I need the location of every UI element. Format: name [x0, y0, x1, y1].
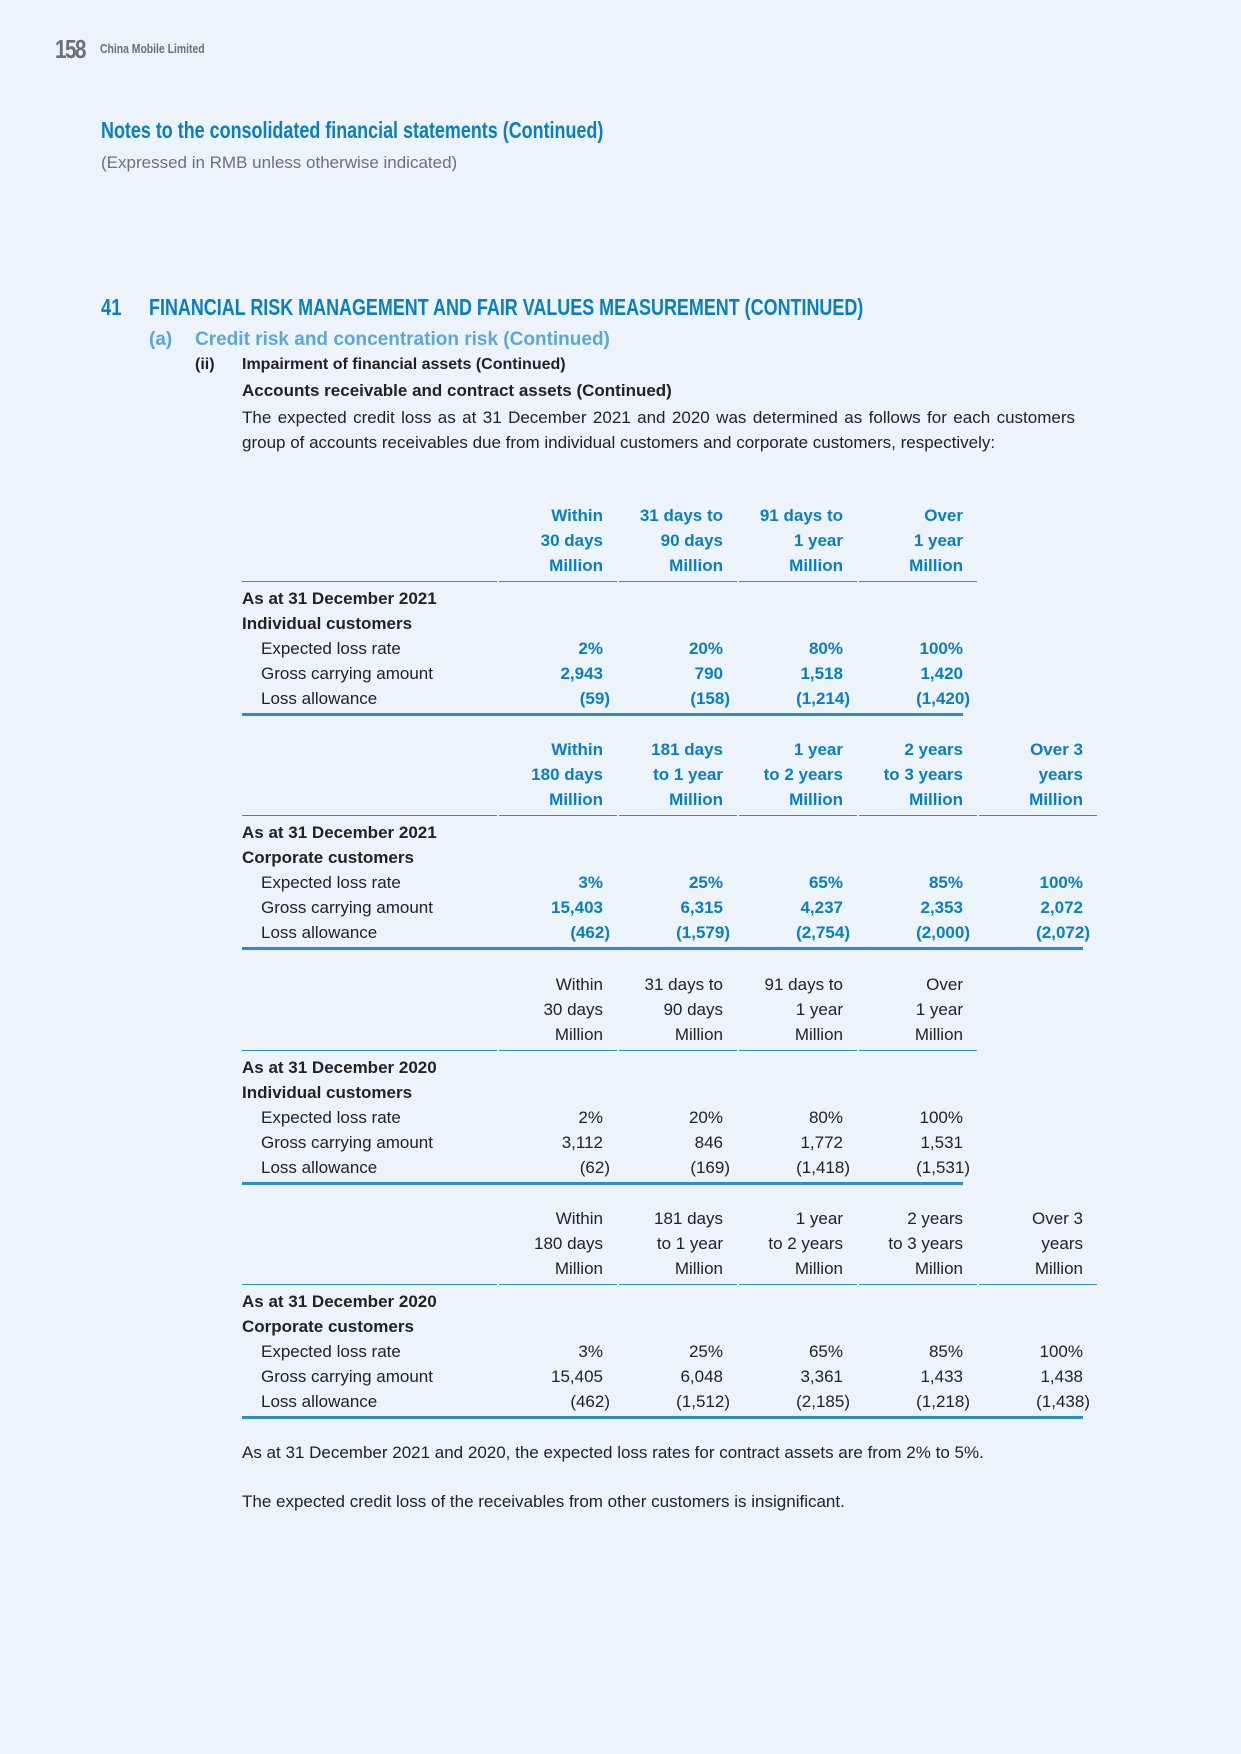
cell-value: 15,405 — [551, 1367, 603, 1386]
table-row — [242, 686, 977, 711]
table-row — [242, 1389, 1097, 1414]
table-cell — [859, 1389, 977, 1414]
table-cell — [619, 1130, 737, 1155]
column-header: Million — [789, 556, 843, 575]
header-spacer — [242, 1206, 497, 1231]
cell-value: (158) — [690, 689, 730, 708]
cell-value: 85% — [928, 873, 963, 892]
underline-segment — [242, 1050, 497, 1051]
cell-value: 25% — [688, 873, 723, 892]
table-cell — [859, 1339, 977, 1364]
table-header-row — [242, 737, 1097, 762]
cell-value: (1,438) — [1036, 1392, 1090, 1411]
cell-value: (2,072) — [1036, 923, 1090, 942]
table-cell — [859, 636, 977, 661]
cell-value: (62) — [579, 1158, 610, 1177]
row-label: Loss allowance — [261, 689, 378, 708]
header-spacer — [242, 503, 497, 528]
column-header: Within — [555, 1209, 603, 1228]
table-cell — [619, 920, 737, 945]
table-row — [242, 1105, 977, 1130]
column-header: 1 year — [913, 531, 963, 550]
cell-value: (1,218) — [916, 1392, 970, 1411]
table-row — [242, 1130, 977, 1155]
table-bottom-rule — [242, 947, 1083, 950]
table-header-row — [242, 503, 977, 528]
table-cell — [619, 1364, 737, 1389]
column-header: 180 days — [531, 765, 603, 784]
column-header: Million — [914, 1025, 963, 1044]
table-cell — [979, 920, 1097, 945]
underline-segment — [242, 581, 497, 582]
table-row — [242, 895, 1097, 920]
date-row — [242, 586, 977, 611]
row-label: Expected loss rate — [261, 873, 401, 892]
table-header-row — [242, 972, 977, 997]
row-label: Gross carrying amount — [261, 1367, 433, 1386]
cell-value: (1,214) — [796, 689, 850, 708]
section-title: FINANCIAL RISK MANAGEMENT AND FAIR VALUES MEASUREMENT (CONTINUED) — [149, 294, 864, 320]
header-spacer — [242, 1022, 497, 1047]
column-header: Million — [674, 1025, 723, 1044]
group-row — [242, 845, 1097, 870]
header-spacer — [242, 997, 497, 1022]
table-cell — [619, 1155, 737, 1180]
underline-segment — [859, 581, 977, 582]
cell-value: 1,531 — [920, 1133, 963, 1152]
table-cell — [499, 870, 617, 895]
header-spacer — [242, 972, 497, 997]
cell-value: 85% — [928, 1342, 963, 1361]
date-row — [242, 1289, 1097, 1314]
cell-value: 2% — [578, 1108, 603, 1127]
header-spacer — [242, 762, 497, 787]
column-header: 91 days to — [764, 975, 843, 994]
column-header: to 3 years — [888, 1234, 963, 1253]
underline-segment — [499, 815, 617, 816]
table-row — [242, 636, 977, 661]
header-spacer — [242, 528, 497, 553]
table-cell — [499, 920, 617, 945]
underline-segment — [499, 1050, 617, 1051]
table-header-row — [242, 1022, 977, 1047]
date-row — [242, 820, 1097, 845]
date-label: As at 31 December 2020 — [242, 1292, 437, 1311]
table-cell — [619, 1105, 737, 1130]
table-cell — [739, 870, 857, 895]
column-header: Million — [669, 556, 723, 575]
table-cell — [739, 661, 857, 686]
table-cell — [859, 895, 977, 920]
table-cell — [619, 686, 737, 711]
column-header: Within — [555, 975, 603, 994]
cell-value: (2,754) — [796, 923, 850, 942]
cell-value: 20% — [688, 639, 723, 658]
table-bottom-rule — [242, 713, 963, 716]
column-header: 1 year — [793, 531, 843, 550]
column-header: Million — [669, 790, 723, 809]
table-cell — [859, 686, 977, 711]
date-label: As at 31 December 2021 — [242, 589, 437, 608]
row-label: Loss allowance — [261, 1158, 378, 1177]
table-bottom-rule — [242, 1182, 963, 1185]
column-header: to 3 years — [883, 765, 963, 784]
table-header-row — [242, 528, 977, 553]
column-header: Million — [909, 790, 963, 809]
cell-value: 100% — [1039, 1342, 1083, 1361]
column-header: 1 year — [795, 1209, 843, 1228]
table-cell — [619, 895, 737, 920]
column-header: 1 year — [795, 1000, 843, 1019]
table-header-row — [242, 1256, 1097, 1281]
group-row — [242, 611, 977, 636]
row-label: Expected loss rate — [261, 639, 401, 658]
table-cell — [499, 636, 617, 661]
column-header: 31 days to — [644, 975, 723, 994]
subsection-ii-title: Impairment of financial assets (Continued) — [242, 356, 566, 373]
table-header-row — [242, 1206, 1097, 1231]
column-header: 2 years — [904, 740, 963, 759]
underline-segment — [619, 1050, 737, 1051]
cell-value: 15,403 — [551, 898, 603, 917]
underline-segment — [859, 1284, 977, 1285]
column-header: 30 days — [540, 531, 603, 550]
column-header: Over — [926, 975, 963, 994]
table-cell — [739, 636, 857, 661]
column-header: 90 days — [660, 531, 723, 550]
row-label: Expected loss rate — [261, 1108, 401, 1127]
group-label: Corporate customers — [242, 848, 414, 867]
table-cell — [499, 1339, 617, 1364]
table-cell — [739, 1389, 857, 1414]
footer-note-contract-assets: As at 31 December 2021 and 2020, the expected loss rates for contract assets are from 2% to 5%. — [242, 1443, 984, 1462]
column-header: Million — [794, 1025, 843, 1044]
intro-paragraph: The expected credit loss as at 31 December 2021 and 2020 was determined as follows for each customers group of accounts receivables due from individual customers and corporate customers, respectively: — [242, 408, 1075, 452]
column-header: 180 days — [534, 1234, 603, 1253]
underline-segment — [979, 1284, 1097, 1285]
table-cell — [859, 1364, 977, 1389]
cell-value: 3,112 — [561, 1133, 603, 1152]
header-underline — [242, 1050, 977, 1052]
table-cell — [619, 661, 737, 686]
table-cell — [499, 1389, 617, 1414]
table-cell — [979, 870, 1097, 895]
underline-segment — [499, 1284, 617, 1285]
group-label: Individual customers — [242, 614, 413, 633]
cell-value: 3% — [578, 873, 603, 892]
column-header: to 2 years — [768, 1234, 843, 1253]
table-cell — [859, 920, 977, 945]
row-label: Loss allowance — [261, 1392, 378, 1411]
column-header: Over — [924, 506, 963, 525]
group-label: Individual customers — [242, 1083, 413, 1102]
notes-title: Notes to the consolidated financial statements (Continued) — [101, 117, 604, 143]
column-header: Million — [789, 790, 843, 809]
date-label: As at 31 December 2020 — [242, 1058, 437, 1077]
table-cell — [739, 1155, 857, 1180]
cell-value: 2,353 — [920, 898, 963, 917]
table-cell — [739, 686, 857, 711]
table-row — [242, 1339, 1097, 1364]
header-underline — [242, 1284, 1097, 1286]
cell-value: 1,772 — [800, 1133, 843, 1152]
table-row — [242, 1155, 977, 1180]
table-cell — [619, 1339, 737, 1364]
row-label: Gross carrying amount — [261, 664, 433, 683]
table-cell — [859, 661, 977, 686]
table-row — [242, 870, 1097, 895]
cell-value: (2,000) — [916, 923, 970, 942]
column-header: 31 days to — [639, 506, 723, 525]
group-row — [242, 1080, 977, 1105]
cell-value: 1,518 — [800, 664, 843, 683]
column-header: Million — [1034, 1259, 1083, 1278]
table-cell — [499, 1130, 617, 1155]
table-header-row — [242, 553, 977, 578]
table-cell — [859, 1155, 977, 1180]
company-name: China Mobile Limited — [100, 41, 205, 56]
column-header: 91 days to — [759, 506, 843, 525]
column-header: to 2 years — [763, 765, 843, 784]
column-header: Over 3 — [1030, 740, 1083, 759]
row-label: Gross carrying amount — [261, 898, 433, 917]
column-header: 90 days — [663, 1000, 723, 1019]
column-header: Million — [554, 1025, 603, 1044]
row-label: Gross carrying amount — [261, 1133, 433, 1152]
table-header-row — [242, 787, 1097, 812]
page-number: 158 — [55, 34, 85, 64]
underline-segment — [739, 581, 857, 582]
table-cell — [739, 1339, 857, 1364]
column-header: Million — [914, 1259, 963, 1278]
cell-value: 1,433 — [920, 1367, 963, 1386]
cell-value: 100% — [919, 639, 963, 658]
column-header: 181 days — [654, 1209, 723, 1228]
header-spacer — [242, 1256, 497, 1281]
table-cell — [739, 1130, 857, 1155]
cell-value: 100% — [1039, 873, 1083, 892]
footer-note-other-customers: The expected credit loss of the receivables from other customers is insignificant. — [242, 1492, 845, 1511]
cell-value: (1,420) — [916, 689, 970, 708]
cell-value: 4,237 — [800, 898, 843, 917]
underline-segment — [619, 1284, 737, 1285]
table-cell — [859, 1105, 977, 1130]
underline-segment — [739, 1284, 857, 1285]
table-cell — [499, 661, 617, 686]
underline-segment — [499, 581, 617, 582]
table-cell — [619, 1389, 737, 1414]
header-underline — [242, 815, 1097, 817]
header-spacer — [242, 787, 497, 812]
column-header: 30 days — [543, 1000, 603, 1019]
cell-value: 65% — [808, 1342, 843, 1361]
cell-value: 3,361 — [800, 1367, 843, 1386]
column-header: Million — [549, 556, 603, 575]
column-header: Within — [551, 506, 603, 525]
column-header: Over 3 — [1031, 1209, 1083, 1228]
header-spacer — [242, 553, 497, 578]
table-bottom-rule — [242, 1416, 1083, 1419]
header-spacer — [242, 737, 497, 762]
table-cell — [739, 1105, 857, 1130]
subsection-ii-number: (ii) — [195, 356, 215, 373]
cell-value: 65% — [808, 873, 843, 892]
table-cell — [739, 1364, 857, 1389]
underline-segment — [979, 815, 1097, 816]
table-cell — [499, 1364, 617, 1389]
subsection-a-title: Credit risk and concentration risk (Continued) — [195, 329, 610, 350]
cell-value: 20% — [688, 1108, 723, 1127]
table-cell — [499, 1155, 617, 1180]
cell-value: (1,418) — [796, 1158, 850, 1177]
receivables-ageing-table — [242, 737, 1097, 950]
cell-value: 6,315 — [680, 898, 723, 917]
underline-segment — [242, 815, 497, 816]
cell-value: (1,579) — [676, 923, 730, 942]
table-header-row — [242, 762, 1097, 787]
underline-segment — [859, 815, 977, 816]
column-header: to 1 year — [653, 765, 723, 784]
section-number: 41 — [101, 294, 122, 320]
cell-value: 6,048 — [680, 1367, 723, 1386]
column-header: Million — [554, 1259, 603, 1278]
underline-segment — [739, 815, 857, 816]
column-header: 2 years — [907, 1209, 963, 1228]
column-header: 181 days — [651, 740, 723, 759]
cell-value: 2,943 — [560, 664, 603, 683]
date-row — [242, 1055, 977, 1080]
cell-value: 1,438 — [1040, 1367, 1083, 1386]
cell-value: (462) — [570, 1392, 610, 1411]
column-header: to 1 year — [656, 1234, 723, 1253]
row-label: Expected loss rate — [261, 1342, 401, 1361]
cell-value: (1,512) — [676, 1392, 730, 1411]
column-header: Million — [674, 1259, 723, 1278]
column-header: 1 year — [793, 740, 843, 759]
cell-value: 1,420 — [920, 664, 963, 683]
table-row — [242, 920, 1097, 945]
column-header: 1 year — [915, 1000, 963, 1019]
cell-value: 80% — [808, 1108, 843, 1127]
table-cell — [619, 636, 737, 661]
table-cell — [499, 1105, 617, 1130]
table-cell — [979, 1389, 1097, 1414]
cell-value: 2% — [578, 639, 603, 658]
table-cell — [859, 1130, 977, 1155]
cell-value: (1,531) — [916, 1158, 970, 1177]
date-label: As at 31 December 2021 — [242, 823, 437, 842]
underline-segment — [242, 1284, 497, 1285]
receivables-ageing-table — [242, 1206, 1097, 1419]
cell-value: 790 — [694, 664, 723, 683]
underline-segment — [859, 1050, 977, 1051]
group-row — [242, 1314, 1097, 1339]
column-header: Within — [551, 740, 603, 759]
table-cell — [499, 895, 617, 920]
column-header: years — [1041, 1234, 1083, 1253]
table-header-row — [242, 1231, 1097, 1256]
cell-value: 3% — [578, 1342, 603, 1361]
cell-value: (59) — [579, 689, 610, 708]
table-row — [242, 661, 977, 686]
underline-segment — [619, 581, 737, 582]
receivables-ageing-table — [242, 503, 977, 716]
column-header: Million — [909, 556, 963, 575]
column-header: Million — [549, 790, 603, 809]
cell-value: 100% — [919, 1108, 963, 1127]
currency-note: (Expressed in RMB unless otherwise indicated) — [101, 153, 458, 172]
underline-segment — [739, 1050, 857, 1051]
cell-value: 2,072 — [1040, 898, 1083, 917]
subsection-a-number: (a) — [149, 329, 173, 350]
header-underline — [242, 581, 977, 583]
cell-value: 846 — [694, 1133, 723, 1152]
cell-value: (169) — [690, 1158, 730, 1177]
cell-value: (2,185) — [796, 1392, 850, 1411]
cell-value: (462) — [570, 923, 610, 942]
header-spacer — [242, 1231, 497, 1256]
receivables-ageing-table — [242, 972, 977, 1185]
table-cell — [979, 1364, 1097, 1389]
table-cell — [499, 686, 617, 711]
table-cell — [859, 870, 977, 895]
row-label: Loss allowance — [261, 923, 378, 942]
table-cell — [619, 870, 737, 895]
column-header: Million — [1029, 790, 1083, 809]
table-cell — [979, 895, 1097, 920]
accounts-heading: Accounts receivable and contract assets (Continued) — [242, 381, 672, 400]
table-row — [242, 1364, 1097, 1389]
group-label: Corporate customers — [242, 1317, 414, 1336]
table-cell — [739, 895, 857, 920]
table-header-row — [242, 997, 977, 1022]
column-header: years — [1038, 765, 1083, 784]
cell-value: 25% — [688, 1342, 723, 1361]
cell-value: 80% — [808, 639, 843, 658]
table-cell — [979, 1339, 1097, 1364]
column-header: Million — [794, 1259, 843, 1278]
underline-segment — [619, 815, 737, 816]
table-cell — [739, 920, 857, 945]
